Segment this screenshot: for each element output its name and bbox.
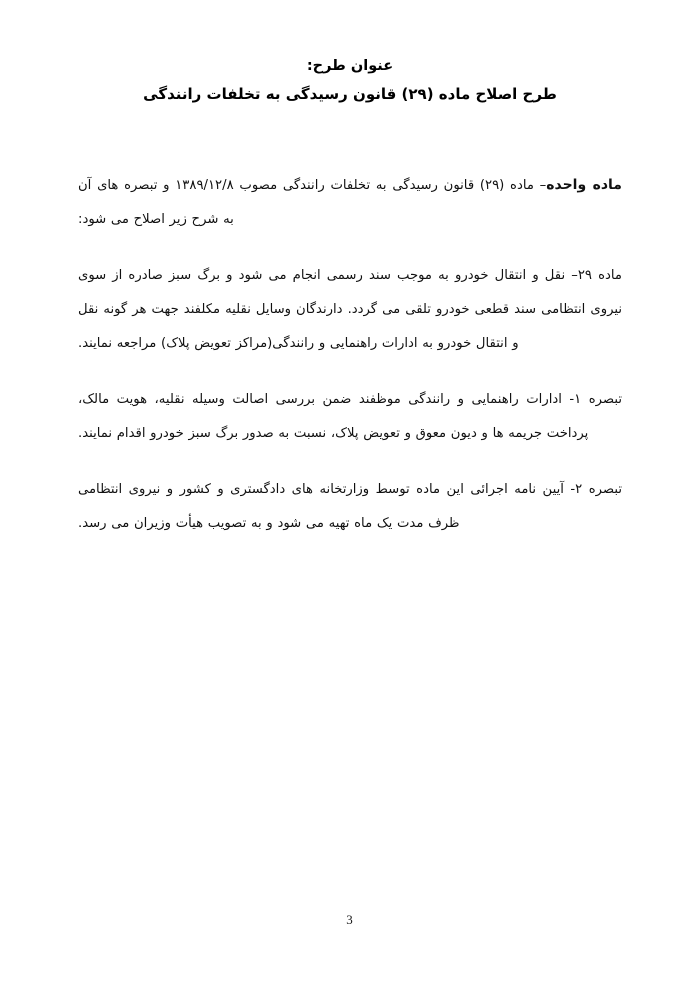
paragraph-note-2	[78, 473, 622, 541]
page-title: طرح اصلاح ماده (۲۹) قانون رسیدگی به تخلفات رانندگی	[143, 85, 557, 103]
title-label: عنوان طرح:	[306, 58, 394, 74]
paragraph-single-article	[78, 168, 622, 237]
document-body	[78, 168, 622, 541]
paragraph-note-1	[78, 383, 622, 451]
paragraph-article-29	[78, 259, 622, 361]
paragraph-text-article-29: ماده ۲۹– نقل و انتقال خودرو به موجب سند رسمی انجام می شود و برگ سبز صادره از سوی نیروی انتظامی سند قطعی خودرو تلقی می گردد. دارندگان وسایل نقلیه مکلفند جهت هر گونه نقل و انتقال خودرو به ادارات راهنمایی و رانندگی(مراکز تعویض پلاک) مراجعه نمایند.	[78, 268, 622, 351]
paragraph-text-note-2: تبصره ۲- آیین نامه اجرائی این ماده توسط وزارتخانه های دادگستری و کشور و نیروی انتظامی ظرف مدت یک ماه تهیه می شود و به تصویب هیأت وزیران می رسد.	[78, 482, 622, 531]
page-number: 3	[346, 912, 353, 927]
paragraph-text-note-1: تبصره ۱- ادارات راهنمایی و رانندگی موظفند ضمن بررسی اصالت وسیله نقلیه، هویت مالک، پرداخت جریمه ها و دیون معوق و تعویض پلاک، نسبت به صدور برگ سبز خودرو اقدام نمایند.	[78, 392, 623, 441]
paragraph-text-single-article: – ماده (۲۹) قانون رسیدگی به تخلفات رانندگی مصوب ۱۳۸۹/۱۲/۸ و تبصره های آن به شرح زیر اصلاح می شود:	[78, 178, 547, 227]
document-content	[78, 0, 622, 541]
document-title-block	[78, 52, 622, 108]
paragraph-lead-single-article: ماده واحده	[546, 177, 622, 193]
